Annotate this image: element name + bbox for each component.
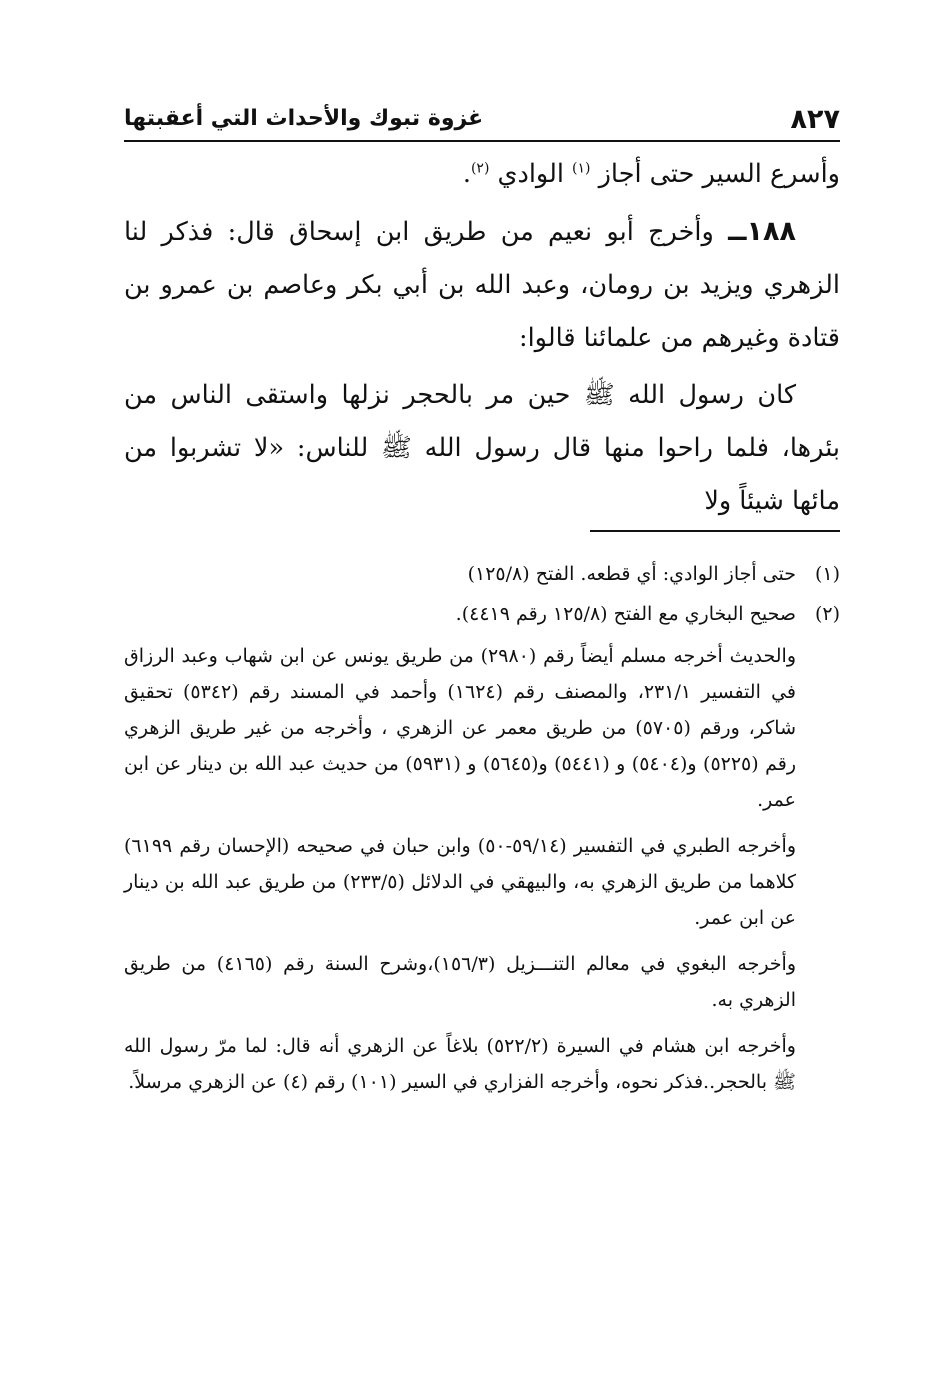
opening-line-end: . bbox=[462, 159, 471, 189]
footnote-ref-2[interactable]: (٢) bbox=[470, 160, 490, 177]
footnote-2 bbox=[124, 596, 840, 632]
opening-line-text: وأسرع السير حتى أجاز bbox=[590, 159, 840, 189]
footnotes bbox=[124, 556, 840, 1100]
footnote-separator bbox=[590, 530, 840, 532]
main-text bbox=[124, 148, 840, 528]
page-header bbox=[124, 100, 840, 142]
running-title: غزوة تبوك والأحداث التي أعقبتها bbox=[124, 106, 484, 131]
footnote-2-paragraph-2: وأخرجه الطبري في التفسير (٥٩/١٤-٥٠) وابن حبان في صحيحه (الإحسان رقم ٦١٩٩) كلاهما من طريق الزهري به، والبيهقي في الدلائل (٢٣٣/٥) من طريق عبد الله بن دينار عن ابن عمر. bbox=[124, 835, 796, 929]
narration-number: ١٨٨ــ bbox=[728, 216, 796, 247]
footnote-ref-1[interactable]: (١) bbox=[572, 160, 591, 177]
narration-body: كان رسول الله ﷺ حين مر بالحجر نزلها واستقى الناس من بئرها، فلما راحوا منها قال رسول الله ﷺ للناس: «لا تشربوا من مائها شيئاً ولا bbox=[124, 380, 840, 516]
footnote-2-text: صحيح البخاري مع الفتح (١٢٥/٨ رقم ٤٤١٩). bbox=[455, 603, 796, 625]
narration-intro: وأخرج أبو نعيم من طريق ابن إسحاق قال: فذكر لنا الزهري ويزيد بن رومان، وعبد الله بن أبي بكر وعاصم بن عمرو بن قتادة وغيرهم من علمائنا قالوا: bbox=[124, 217, 840, 353]
footnote-1-text: حتى أجاز الوادي: أي قطعه. الفتح (١٢٥/٨) bbox=[467, 563, 796, 585]
opening-line bbox=[124, 148, 840, 201]
page-number: ٨٢٧ bbox=[790, 104, 840, 135]
footnote-2-paragraph-3: وأخرجه البغوي في معالم التنـــزيل (١٥٦/٣)،وشرح السنة رقم (٤١٦٥) من طريق الزهري به. bbox=[124, 953, 797, 1011]
opening-line-text-2: الوادي bbox=[489, 159, 573, 189]
footnote-1-number: (١) bbox=[814, 563, 840, 585]
footnote-2-number: (٢) bbox=[814, 603, 840, 625]
footnote-1 bbox=[124, 556, 840, 592]
footnote-2-paragraph-4: وأخرجه ابن هشام في السيرة (٥٢٢/٢) بلاغاً عن الزهري أنه قال: لما مرّ رسول الله ﷺ بالحجر..فذكر نحوه، وأخرجه الفزاري في السير (١٠١) رقم (٤) عن الزهري مرسلاً. bbox=[124, 1035, 796, 1093]
narration-paragraph bbox=[124, 205, 840, 365]
footnote-2-paragraph-1: والحديث أخرجه مسلم أيضاً رقم (٢٩٨٠) من طريق يونس عن ابن شهاب وعبد الرزاق في التفسير ٢٣١/١، والمصنف رقم (١٦٢٤) وأحمد في المسند رقم (٥٣٤٢) تحقيق شاكر، ورقم (٥٧٠٥) من طريق معمر عن الزهري ، وأخرجه من غير طريق الزهري رقم (٥٢٢٥) و(٥٤٠٤) و (٥٤٤١) و(٥٦٤٥) و (٥٩٣١) من حديث عبد الله بن دينار عن ابن عمر. bbox=[124, 645, 796, 811]
